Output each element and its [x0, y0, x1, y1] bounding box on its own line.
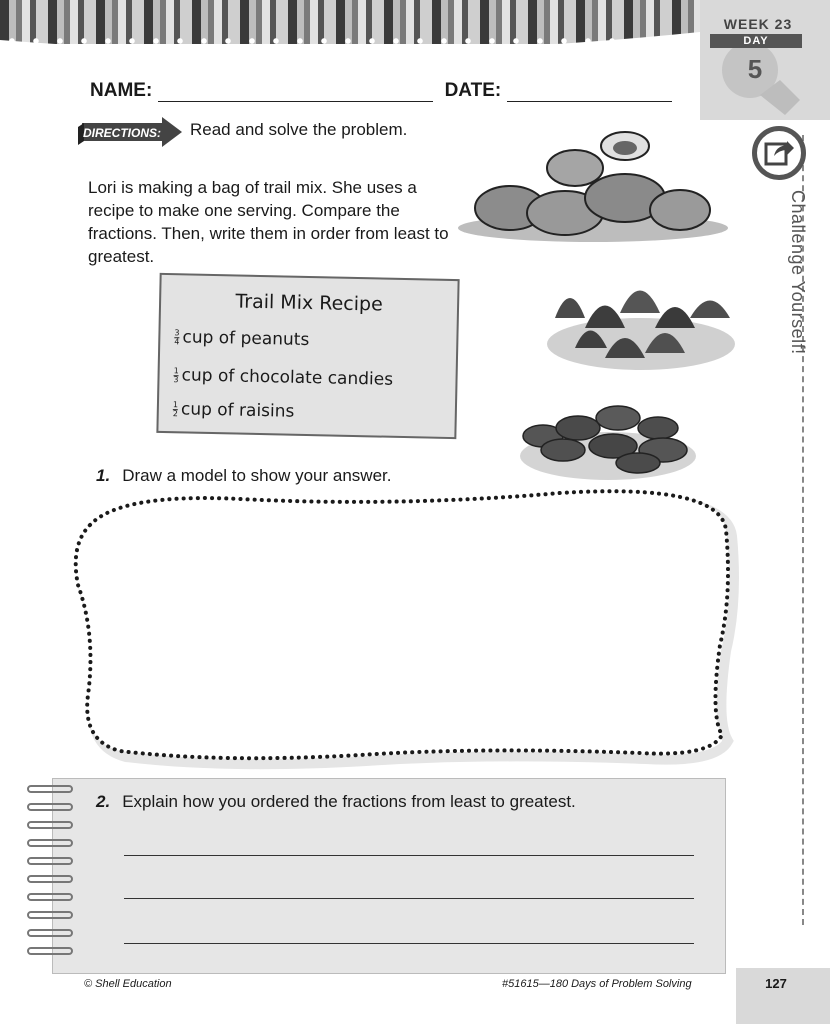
name-field[interactable]	[158, 83, 433, 102]
answer-line[interactable]	[124, 943, 694, 944]
date-field[interactable]	[507, 83, 672, 102]
question-1	[96, 466, 391, 486]
date-label: DATE:	[444, 80, 502, 101]
fraction-numerator: 1	[173, 365, 179, 375]
recipe-title: Trail Mix Recipe	[235, 290, 383, 316]
peanuts-illustration	[455, 128, 735, 248]
directions-text: Read and solve the problem.	[190, 120, 408, 139]
challenge-label: Challenge Yourself!	[788, 190, 808, 355]
question-number: 2.	[96, 792, 111, 811]
fraction-denominator: 2	[172, 408, 178, 418]
day-label: DAY	[710, 34, 802, 48]
recipe-card	[156, 273, 459, 439]
day-number: 5	[747, 54, 763, 84]
page-number: 127	[765, 976, 787, 991]
footer-copyright: © Shell Education	[84, 978, 172, 990]
fraction-numerator: 3	[174, 327, 180, 337]
question-text: Explain how you ordered the fractions from least to greatest.	[122, 792, 576, 811]
week-label: WEEK 23	[723, 16, 793, 32]
raisins-illustration	[518, 388, 698, 483]
fraction-denominator: 4	[174, 336, 180, 346]
banner-curve	[0, 28, 700, 58]
problem-text: Lori is making a bag of trail mix. She uses a recipe to make one serving. Compare the fractions. Then, write them in order from least to greatest.	[88, 178, 449, 266]
recipe-item-text: cup of raisins	[180, 399, 295, 422]
drawing-area[interactable]	[60, 485, 750, 770]
recipe-item	[173, 399, 295, 422]
name-date-row	[90, 80, 672, 102]
directions-badge	[78, 117, 182, 147]
directions-badge-text: DIRECTIONS:	[83, 126, 161, 140]
question-text: Draw a model to show your answer.	[122, 466, 392, 485]
recipe-item-text: cup of peanuts	[182, 327, 310, 351]
fraction-denominator: 3	[173, 374, 179, 384]
chocolate-candies-illustration	[545, 258, 740, 376]
answer-line[interactable]	[124, 898, 694, 899]
footer-book-title: #51615—180 Days of Problem Solving	[502, 978, 692, 990]
recipe-item-text: cup of chocolate candies	[181, 365, 394, 390]
recipe-item	[174, 327, 309, 350]
question-number: 1.	[96, 466, 111, 485]
name-label: NAME:	[90, 80, 153, 101]
question-2	[96, 792, 576, 812]
spiral-binding	[24, 782, 76, 972]
share-arrow-icon	[752, 126, 806, 180]
fraction-numerator: 1	[172, 399, 179, 409]
recipe-item	[173, 365, 393, 390]
answer-line[interactable]	[124, 855, 694, 856]
